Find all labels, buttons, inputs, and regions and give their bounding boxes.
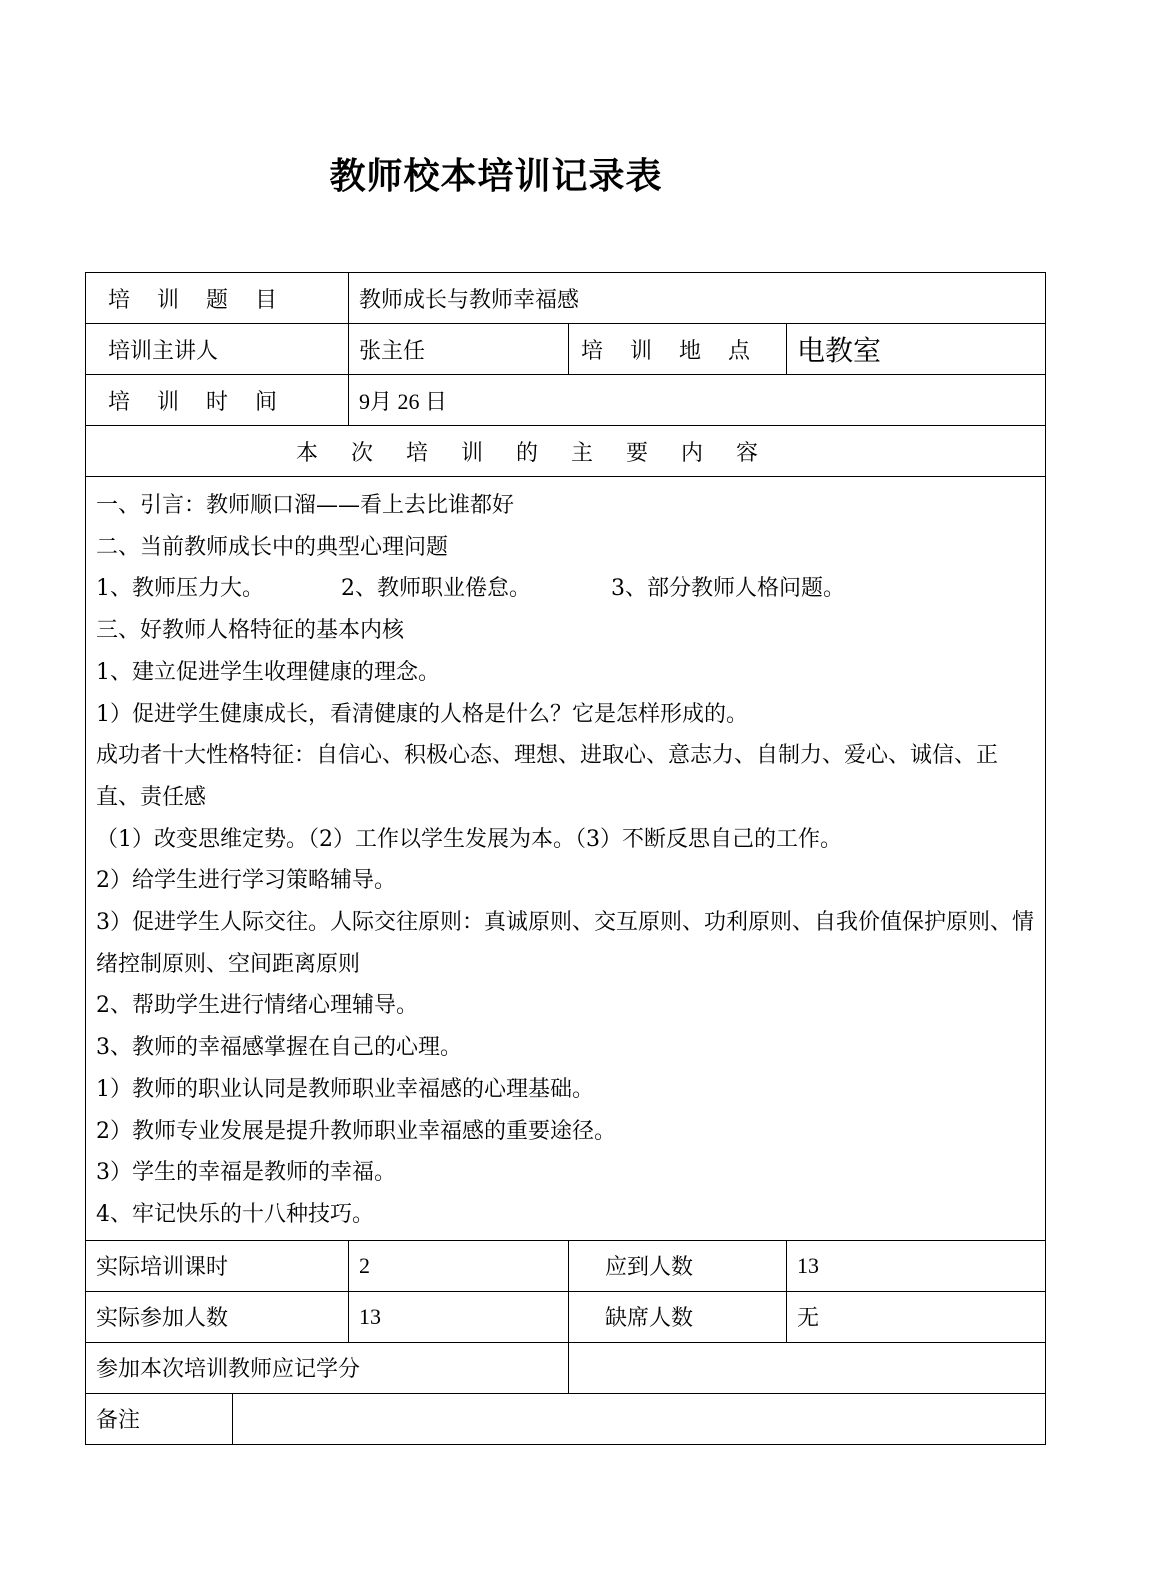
content-row xyxy=(86,477,1046,1241)
content-line xyxy=(96,568,1035,610)
content-line: 2）给学生进行学习策略辅导。 xyxy=(96,868,396,894)
content-line: （1）改变思维定势。（2）工作以学生发展为本。（3）不断反思自己的工作。 xyxy=(96,826,842,852)
content-line: 3）促进学生人际交往。人际交往原则：真诚原则、交互原则、功利原则、自我价值保护原则、情绪控制原则、空间距离原则 xyxy=(96,910,1035,977)
content-line: 3、教师的幸福感掌握在自己的心理。 xyxy=(96,1035,462,1061)
absent-label: 缺席人数 xyxy=(569,1291,787,1342)
remarks-label: 备注 xyxy=(86,1393,233,1444)
content-body xyxy=(86,477,1046,1241)
remarks-value[interactable] xyxy=(233,1393,1046,1444)
hours-label: 实际培训课时 xyxy=(86,1240,349,1291)
expected-value: 13 xyxy=(787,1240,1046,1291)
speaker-label: 培训主讲人 xyxy=(86,324,349,375)
topic-value: 教师成长与教师幸福感 xyxy=(349,273,1046,324)
hours-value: 2 xyxy=(349,1240,569,1291)
content-line: 2）教师专业发展是提升教师职业幸福感的重要途径。 xyxy=(96,1118,616,1144)
credits-row xyxy=(86,1342,1046,1393)
credits-label: 参加本次培训教师应记学分 xyxy=(86,1342,569,1393)
document-title: 教师校本培训记录表 xyxy=(329,156,663,197)
credits-value[interactable] xyxy=(569,1342,1046,1393)
attended-value: 13 xyxy=(349,1291,569,1342)
content-item: 1、教师压力大。 xyxy=(96,576,264,602)
speaker-row xyxy=(86,324,1046,375)
attended-label: 实际参加人数 xyxy=(86,1291,349,1342)
time-value: 9月 26 日 xyxy=(349,375,1046,426)
content-line: 1）促进学生健康成长，看清健康的人格是什么？它是怎样形成的。 xyxy=(96,701,748,727)
location-label: 培 训 地 点 xyxy=(569,324,787,375)
content-line: 2、帮助学生进行情绪心理辅导。 xyxy=(96,993,418,1019)
content-item: 2、教师职业倦怠。 xyxy=(341,576,531,602)
content-line: 二、当前教师成长中的典型心理问题 xyxy=(96,534,449,560)
speaker-value: 张主任 xyxy=(349,324,569,375)
time-label: 培 训 时 间 xyxy=(86,375,349,426)
time-row xyxy=(86,375,1046,426)
content-line: 三、好教师人格特征的基本内核 xyxy=(96,618,405,644)
content-line: 4、牢记快乐的十八种技巧。 xyxy=(96,1201,374,1227)
content-heading-row xyxy=(86,426,1046,477)
content-line: 3）学生的幸福是教师的幸福。 xyxy=(96,1160,396,1186)
content-line: 1、建立促进学生收理健康的理念。 xyxy=(96,659,440,685)
attendance-row xyxy=(86,1291,1046,1342)
topic-row xyxy=(86,273,1046,324)
content-line: 1）教师的职业认同是教师职业幸福感的心理基础。 xyxy=(96,1076,594,1102)
content-item: 3、部分教师人格问题。 xyxy=(611,576,845,602)
hours-row xyxy=(86,1240,1046,1291)
content-line: 一、引言：教师顺口溜——看上去比谁都好 xyxy=(96,493,515,518)
training-record-table xyxy=(85,272,1046,1445)
content-line: 成功者十大性格特征：自信心、积极心态、理想、进取心、意志力、自制力、爱心、诚信、正直、责任感 xyxy=(96,743,999,810)
location-value: 电教室 xyxy=(787,324,1046,375)
absent-value: 无 xyxy=(787,1291,1046,1342)
content-heading: 本 次 培 训 的 主 要 内 容 xyxy=(86,426,1046,477)
topic-label: 培 训 题 目 xyxy=(86,273,349,324)
remarks-row xyxy=(86,1393,1046,1444)
expected-label: 应到人数 xyxy=(569,1240,787,1291)
